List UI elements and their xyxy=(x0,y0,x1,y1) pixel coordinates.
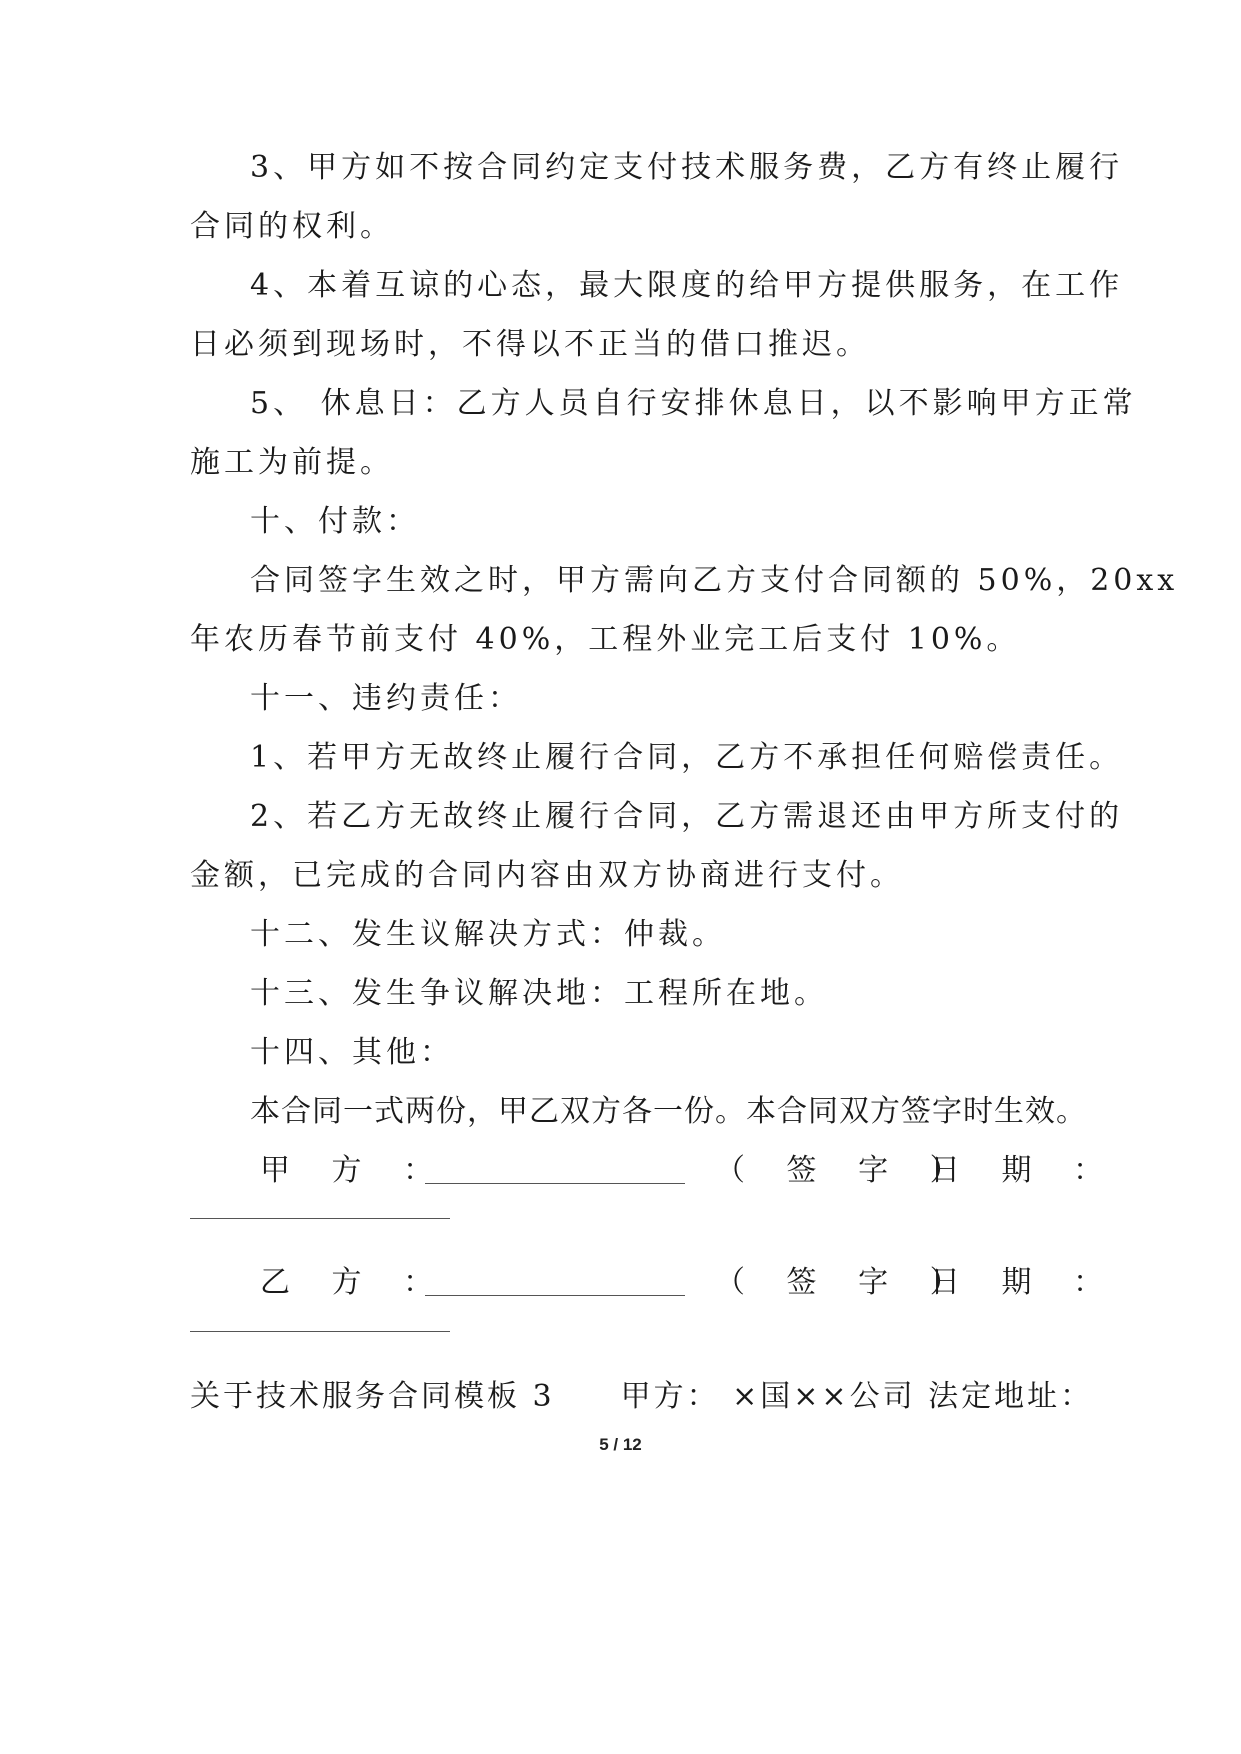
paragraph-line: 关于技术服务合同模板 3 甲方： ×国××公司 法定地址： xyxy=(190,1379,1094,1414)
section-heading: 十一、违约责任： xyxy=(250,681,522,716)
paragraph-line: 本合同一式两份，甲乙双方各一份。本合同双方签字时生效。 xyxy=(250,1094,1087,1129)
section-heading: 十四、其他： xyxy=(250,1035,454,1070)
paragraph-line: 金额，已完成的合同内容由双方协商进行支付。 xyxy=(190,858,904,893)
party-b-date-line xyxy=(190,1331,450,1332)
page-number: 5 / 12 xyxy=(599,1435,642,1454)
section-heading: 十三、发生争议解决地：工程所在地。 xyxy=(250,976,828,1011)
party-b-label: 乙 方 ： xyxy=(260,1265,450,1300)
paragraph-line: 3、甲方如不按合同约定支付技术服务费，乙方有终止履行 xyxy=(250,150,1124,185)
signature-row-party-b xyxy=(190,1263,1120,1303)
section-heading: 十二、发生议解决方式：仲裁。 xyxy=(250,917,726,952)
paragraph-line: 1、若甲方无故终止履行合同，乙方不承担任何赔偿责任。 xyxy=(250,740,1124,775)
section-heading: 十、付款： xyxy=(250,504,420,539)
paragraph-line: 5、 休息日：乙方人员自行安排休息日，以不影响甲方正常 xyxy=(250,386,1137,421)
paragraph-line: 合同签字生效之时，甲方需向乙方支付合同额的 50%，20xx xyxy=(250,563,1179,598)
party-a-date-label: 日 期 ： xyxy=(930,1153,1120,1188)
party-b-sign-label: （ 签 字 ） xyxy=(715,1265,976,1300)
signature-row-party-a xyxy=(190,1151,1120,1191)
party-a-label: 甲 方 ： xyxy=(260,1153,450,1188)
party-a-sign-label: （ 签 字 ） xyxy=(715,1153,976,1188)
party-b-signature-line xyxy=(425,1267,685,1296)
paragraph-line: 年农历春节前支付 40%，工程外业完工后支付 10%。 xyxy=(190,622,1021,657)
party-b-date-label: 日 期 ： xyxy=(930,1265,1120,1300)
party-a-date-line xyxy=(190,1218,450,1219)
party-a-signature-line xyxy=(425,1155,685,1184)
paragraph-line: 合同的权利。 xyxy=(190,209,394,244)
paragraph-line: 2、若乙方无故终止履行合同，乙方需退还由甲方所支付的 xyxy=(250,799,1124,834)
paragraph-line: 施工为前提。 xyxy=(190,445,394,480)
paragraph-line: 日必须到现场时，不得以不正当的借口推迟。 xyxy=(190,327,870,362)
paragraph-line: 4、本着互谅的心态，最大限度的给甲方提供服务，在工作 xyxy=(250,268,1124,303)
